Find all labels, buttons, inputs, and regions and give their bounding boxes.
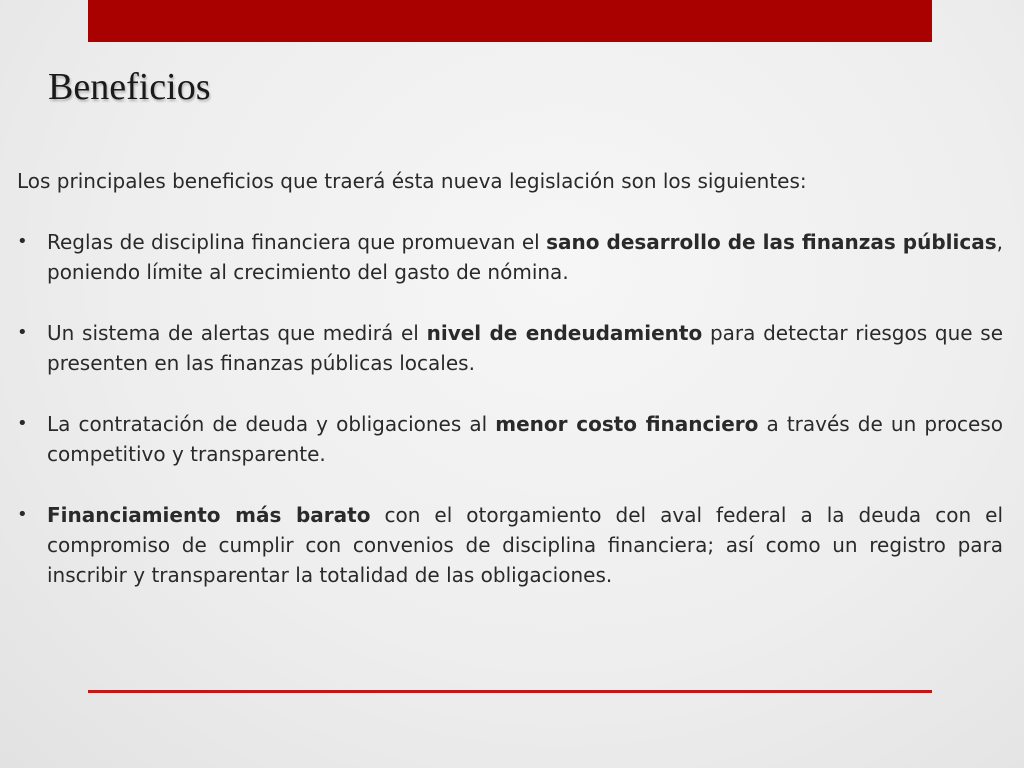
bottom-divider — [88, 690, 932, 693]
list-item — [17, 227, 1003, 287]
bullet-text: , poniendo límite al crecimiento del gasto de nómina. — [47, 230, 1003, 284]
bullet-text: La contratación de deuda y obligaciones al — [47, 412, 496, 436]
list-item — [17, 500, 1003, 590]
list-item — [17, 318, 1003, 378]
bullet-icon: • — [17, 322, 28, 343]
bullet-text: a través de un proceso competitivo y transparente. — [47, 412, 1004, 466]
bullet-text: con el otorgamiento del aval federal a la deuda con el compromiso de cumplir con convenios de disciplina financiera; así como un registro para inscribir y transparentar la totalidad de las obligaciones. — [47, 503, 1003, 587]
list-item — [17, 409, 1003, 469]
bullet-icon: • — [17, 231, 28, 252]
bullet-text: Reglas de disciplina financiera que promuevan el — [47, 230, 547, 254]
slide-body — [17, 166, 1003, 621]
bullet-bold-text: Financiamiento más barato — [47, 503, 371, 527]
top-accent-bar — [88, 0, 932, 42]
bullet-text: Un sistema de alertas que medirá el — [47, 321, 427, 345]
bullet-text: para detectar riesgos que se presenten en las finanzas públicas locales. — [47, 321, 1004, 375]
bullet-bold-text: nivel de endeudamiento — [426, 321, 703, 345]
bullet-bold-text: sano desarrollo de las finanzas públicas — [546, 230, 997, 254]
bullet-icon: • — [17, 504, 28, 525]
intro-text: Los principales beneficios que traerá ésta nueva legislación son los siguientes: — [17, 169, 807, 193]
bullet-bold-text: menor costo financiero — [495, 412, 759, 436]
bullet-icon: • — [17, 413, 28, 434]
slide-title: Beneficios — [48, 66, 211, 108]
benefits-list — [17, 227, 1003, 590]
